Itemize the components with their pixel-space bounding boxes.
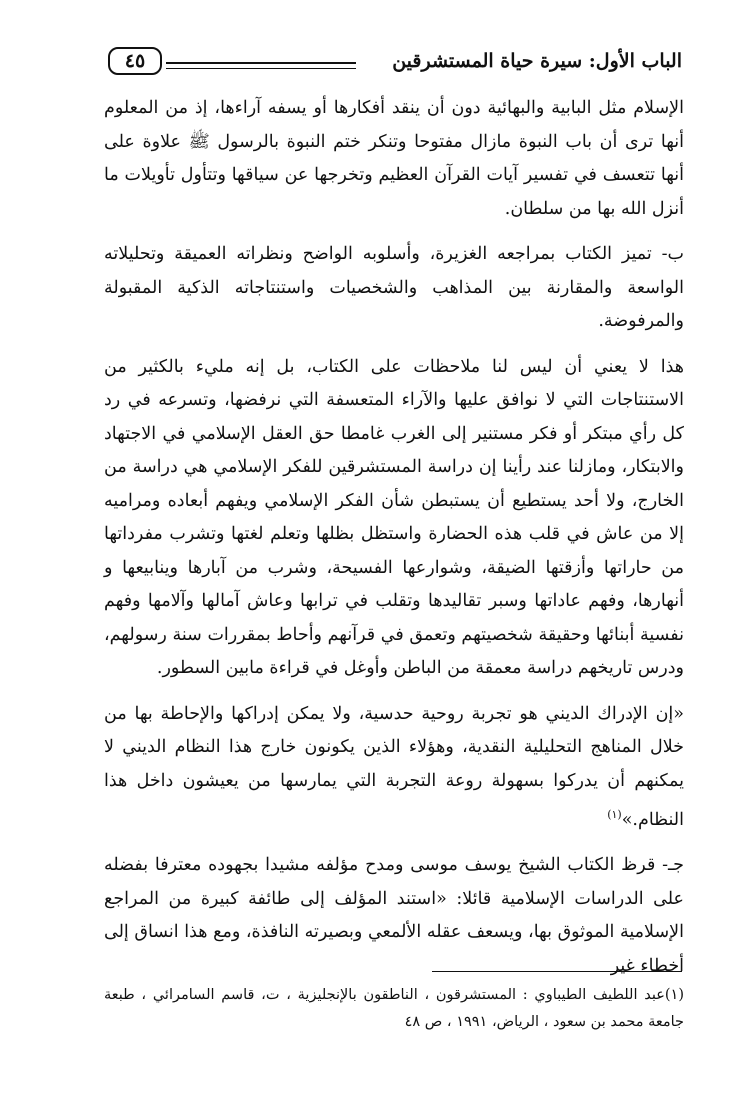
paragraph: هذا لا يعني أن ليس لنا ملاحظات على الكتاب، بل إنه مليء بالكثير من الاستنتاجات التي لا نوافق عليها والآراء المتعسفة التي نرفضها، وتسرعه في رد كل رأي مبتكر أو فكر مستنير إلى الغرب غامطا حق العقل الإسلامي في الاجتهاد والابتكار، ومازلنا عند رأينا إن دراسة المستشرقين للفكر الإسلامي هي دراسة من الخارج، ولا أحد يستطيع أن يستبطن شأن الفكر الإسلامي ويفهم أبعاده ومراميه إلا من عاش في قلب هذه الحضارة واستظل بظلها وتعلم لغتها وتشرب مفرداتها من حاراتها وأزقتها الضيقة، وشوارعها الفسيحة، وشرب من آبارها وينابيعها و أنهارها، وفهم عاداتها وسبر تقاليدها وتقلب في ترابها وعاش آمالها وآلامها وفهم نفسية أبنائها وحقيقة شخصيتهم وتعمق في قرآنهم وأحاط بمقررات سنة رسولهم، ودرس تاريخهم دراسة معمقة من الباطن وأوغل في قراءة مابين السطور. <box>104 356 684 678</box>
header-rule-thin <box>166 68 356 69</box>
footnote-rule <box>432 971 682 972</box>
paragraph: الإسلام مثل البابية والبهائية دون أن ينقد أفكارها أو يسفه آراءها، إذ من المعلوم أنها ترى أن باب النبوة مازال مفتوحا وتنكر ختم النبوة بالرسول ﷺ علاوة على أنها تتعسف في تفسير آيات القرآن العظيم وتخرجها عن سياقها وتتأول تأويلات ما أنزل الله بها من سلطان. <box>104 98 684 219</box>
page-number: ٤٥ <box>108 47 162 75</box>
footnote-marker: (١) <box>607 808 622 821</box>
page-header <box>108 44 682 84</box>
running-title: الباب الأول: سيرة حياة المستشرقين <box>392 50 682 72</box>
paragraph: ب- تميز الكتاب بمراجعه الغزيرة، وأسلوبه الواضح ونظراته العميقة وتحليلاته الواسعة والمقارنة بين المذاهب والشخصيات واستنتاجاته الذكية المقبولة والمرفوضة. <box>104 244 684 331</box>
header-rule <box>166 62 356 64</box>
quote-paragraph <box>104 698 684 838</box>
quote-text: «إن الإدراك الديني هو تجربة روحية حدسية، ولا يمكن إدراكها والإحاطة بها من خلال المناهج التحليلية النقدية، وهؤلاء الذين يكونون خارج هذا النظام الديني لا يمكنهم أن يدركوا بسهولة روعة التجربة التي يمارسها من يعيشون داخل هذا النظام.» <box>104 703 684 830</box>
footnote: (١)عبد اللطيف الطيباوي : المستشرقون ، الناطقون بالإنجليزية ، ت، قاسم السامرائي ، طبعة جامعة محمد بن سعود ، الرياض، ١٩٩١ ، ص ٤٨ <box>104 987 684 1030</box>
paragraph: جـ- قرظ الكتاب الشيخ يوسف موسى ومدح مؤلفه مشيدا بجهوده معترفا بفضله على الدراسات الإسلامية قائلا: «استند المؤلف إلى طائفة كبيرة من المراجع الإسلامية الموثوق بها، ويسعف عقله الألمعي وبصيرته النافذة، ومع هذا انساق إلى أخطاء غير <box>104 855 684 976</box>
page-body <box>104 92 684 995</box>
